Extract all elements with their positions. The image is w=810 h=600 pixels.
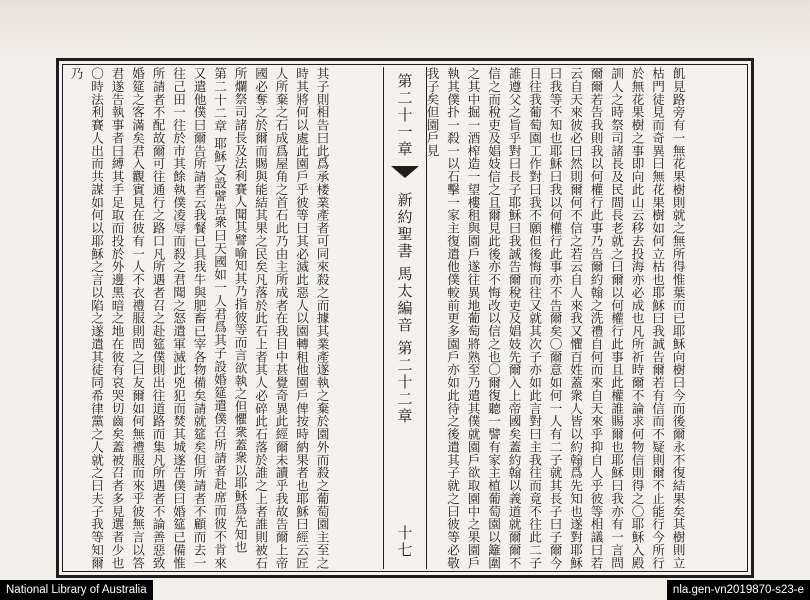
footer-identifier: nla.gen-vn2019870-s23-e: [667, 580, 810, 600]
left-page-text: 其子則相告曰此爲承楼業產者可同來殺之而據其業產遂執之棄於園外而殺之葡萄園主至之時其將何以處此園戶乎彼等曰其必滅此惡人以園轉租他園戶俾按時納果者也耶穌曰經云匠人所棄之石成爲屋角之首石此乃由主所成者在我目中甚覺奇異此經爾未讀乎我故告爾上帝國必奪之於爾而賜與能結其果之民矣凡落於此石上者其人必碎此石落於誰之上者誰則被石所爛祭司諸長及法利賽人聞其譬喻知其乃指彼等而言欲執之但懼衆蓋衆以耶穌爲先知也 第二十二章 耶穌又設譬告衆曰天國如一人君爲其子設婚筵遣僕召所請者赴席而彼不肯來又遣他僕曰爾告所請者云我餐已具我牛與肥畜已宰各物備矣請就筵矣但所請者不顧而去一往己田一往於市其餘執僕凌辱而殺之君聞之怒遣軍滅此兇犯而焚其城遂告僕曰婚筵已備惟所請者不配故爾可往通行之路口凡所遇者召之赴筵僕則出往道路而集凡所遇者不論善惡致婚筵之客滿矣君入觀賓見在彼有一人不衣禮服則問之曰友爾如何無禮服而來乎彼無言以答君遂告執事者曰縛其手足取而投於外邊黑暗之地在彼有哀哭切齒矣蓋被召者多見選者少也〇時法利賽人出而共謀如何以耶穌之言以陷之遂遣其徒同希律黨之人就之曰夫子我等知爾乃: [68, 67, 330, 569]
chapter-title: 第二十一章: [395, 73, 414, 158]
right-page-text: 飢見路旁有一無花果樹則就之無所得惟葉而已耶穌向樹曰今而後爾永不復結果矣其樹則立枯門徒見而奇異曰無花果樹如何立枯也耶穌曰我誠告爾若有信而不疑則爾不止能行今所行於無花果樹之事即向此山云移去投海亦必成也凡所祈時爾不論求何物信則得之〇耶穌入殿訓人之時祭司諸長及民間長老就之曰爾以何權行此事且此權誰賜爾也耶穌曰我亦有一言問爾爾若告我則我以何權行此事乃告爾約翰之洗禮自何而來自天來乎抑自人乎彼等相議曰若云自天來彼必曰然則爾何不信之若云自人來我又懼百姓蓋衆人皆以約翰爲先知也遂對耶穌曰我等不知也耶穌曰我以何權行此事亦不告爾矣〇爾意如何一人有二子就其長子曰子爾今日往我葡萄園工作對曰我不願但後悔而往又就其次子亦如此言對曰主我往而竟不往此二子誰遵父之旨乎對曰長子耶穌曰我誠告爾稅吏及娼妓先爾入上帝國矣蓋約翰以義道就爾爾不信之而稅吏及娼妓信之且爾見此後亦不悔改以信之也〇爾復聽一譬有家主植葡萄園以籬圍之其中掘一酒榨造一望樓租與園戶遂往異地葡萄將熟至乃遣其僕就園戶欲取園中之果園戶執其僕扑一殺一以石擊一家主復遣他僕較前更多園戶亦如此待之後遣其子就之曰彼等必敬我子矣但園戶見: [424, 67, 686, 569]
fish-tail-mark: [391, 166, 419, 178]
right-page: [421, 67, 745, 569]
page-top-edge: [0, 0, 810, 58]
book-spread: [56, 58, 754, 578]
book-title: 新約聖書: [395, 192, 414, 260]
left-page: [65, 67, 381, 569]
footer-library-credit: National Library of Australia: [0, 580, 153, 600]
editor-label: 馬太編音: [395, 266, 414, 334]
chapter-label: 第二十二章: [395, 340, 414, 425]
center-margin: [383, 67, 427, 569]
page-number: 十七: [395, 525, 414, 559]
